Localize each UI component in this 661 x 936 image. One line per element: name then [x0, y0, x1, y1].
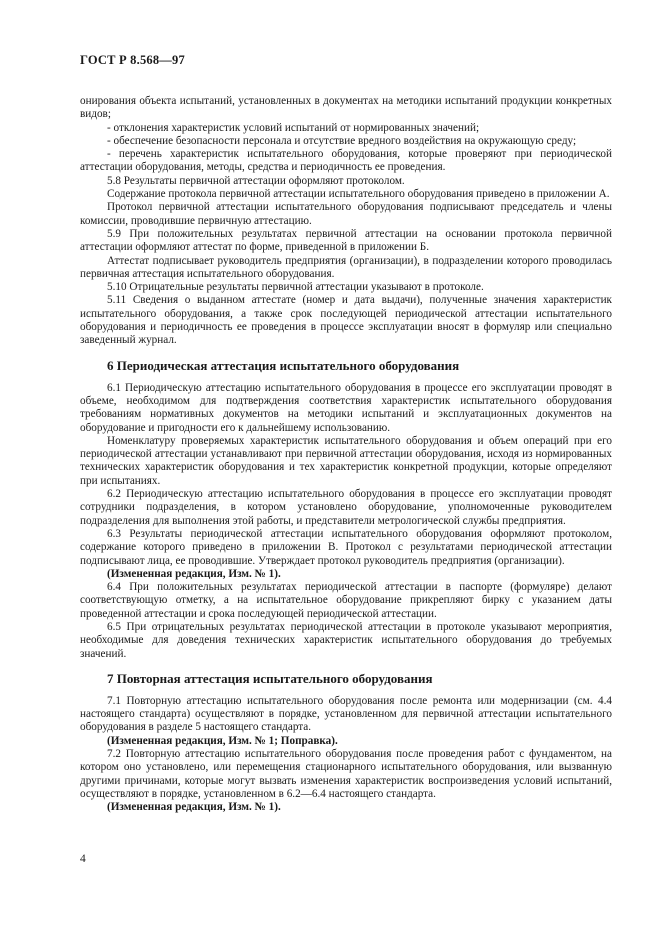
paragraph: 6.3 Результаты периодической аттестации испытательного оборудования оформляют протоколом, содержание которого приведено в приложении В. Протокол с результатами периодической аттестации подписывают лица, ее проводившие. Утверждает протокол руководитель предприятия (организации). [80, 527, 612, 567]
paragraph: 6.5 При отрицательных результатах периодической аттестации в протоколе указывают мероприятия, необходимые для доведения технических характеристик испытательного оборудования до требуемых значений. [80, 620, 612, 660]
paragraph: 5.9 При положительных результатах первичной аттестации на основании протокола первичной аттестации оформляют аттестат по форме, приведенной в приложении Б. [80, 227, 612, 254]
page-number: 4 [80, 853, 86, 865]
section-heading: 7 Повторная аттестация испытательного оборудования [107, 670, 433, 686]
document-body [80, 95, 612, 815]
paragraph: Номенклатуру проверяемых характеристик испытательного оборудования и объем операций при его периодической аттестации устанавливают при первичной аттестации оборудования, исходя из нормированных технических характеристик оборудования и тех характеристик конкретной продукции, которые определяют при испытаниях. [80, 434, 612, 487]
paragraph: 6.1 Периодическую аттестацию испытательного оборудования в процессе его эксплуатации проводят в объеме, необходимом для подтверждения соответствия характеристик испытательного оборудования требованиям нормативных документов на методики испытаний и эксплуатационных документов на оборудование и пригодности его к дальнейшему использованию. [80, 381, 612, 434]
paragraph: 5.10 Отрицательные результаты первичной аттестации указывают в протоколе. [107, 281, 484, 294]
amendment-note: (Измененная редакция, Изм. № 1). [107, 567, 281, 580]
paragraph: Содержание протокола первичной аттестации испытательного оборудования приведено в приложении А. [107, 188, 610, 201]
amendment-note: (Измененная редакция, Изм. № 1; Поправка). [107, 734, 338, 747]
paragraph: 5.11 Сведения о выданном аттестате (номер и дата выдачи), полученные значения характеристик испытательного оборудования, а также срок последующей периодической аттестации испытательного оборудования и периодичность ее проведения в процессе эксплуатации вносят в формуляр или специально заведенный журнал. [80, 294, 612, 347]
amendment-note: (Измененная редакция, Изм. № 1). [107, 801, 281, 814]
paragraph: Аттестат подписывает руководитель предприятия (организации), в подразделении которого проводилась первичная аттестация испытательного оборудования. [80, 254, 612, 280]
section-heading: 6 Периодическая аттестация испытательного оборудования [107, 357, 460, 373]
paragraph: - отклонения характеристик условий испытаний от нормированных значений; [107, 121, 480, 134]
paragraph: 7.2 Повторную аттестацию испытательного оборудования после проведения работ с фундаментом, на котором оно установлено, или перемещения стационарного испытательного оборудования, или вызванную другими причинами, которые могут вызвать изменения характеристик воспроизведения условий испытаний, осуществляют в порядке, установленном в 6.2—6.4 настоящего стандарта. [80, 748, 612, 800]
paragraph: 6.2 Периодическую аттестацию испытательного оборудования в процессе его эксплуатации проводят сотрудники подразделения, в котором установлено оборудование, уполномоченные руководителем подразделения для выполнения этой работы, и представители метрологической службы предприятия. [80, 488, 612, 527]
paragraph: - перечень характеристик испытательного оборудования, которые проверяют при периодической аттестации оборудования, методы, средства и периодичность ее проведения. [80, 148, 612, 174]
paragraph: 6.4 При положительных результатах периодической аттестации в паспорте (формуляре) делают соответствующую отметку, а на испытательное оборудование прикрепляют бирку с указанием даты проведенной аттестации и срока последующей периодической аттестации. [80, 581, 612, 620]
paragraph: онирования объекта испытаний, установленных в документах на методики испытаний продукции конкретных видов; [80, 95, 612, 121]
paragraph: 7.1 Повторную аттестацию испытательного оборудования после ремонта или модернизации (см. 4.4 настоящего стандарта) осуществляют в порядке, установленном для первичной аттестации испытательного оборудования в разделе 5 настоящего стандарта. [80, 694, 612, 734]
paragraph: Протокол первичной аттестации испытательного оборудования подписывают председатель и члены комиссии, проводившие первичную аттестацию. [80, 201, 612, 227]
document-header-title: ГОСТ Р 8.568—97 [80, 53, 185, 67]
paragraph: 5.8 Результаты первичной аттестации оформляют протоколом. [107, 174, 405, 187]
paragraph: - обеспечение безопасности персонала и отсутствие вредного воздействия на окружающую среду; [107, 134, 577, 147]
